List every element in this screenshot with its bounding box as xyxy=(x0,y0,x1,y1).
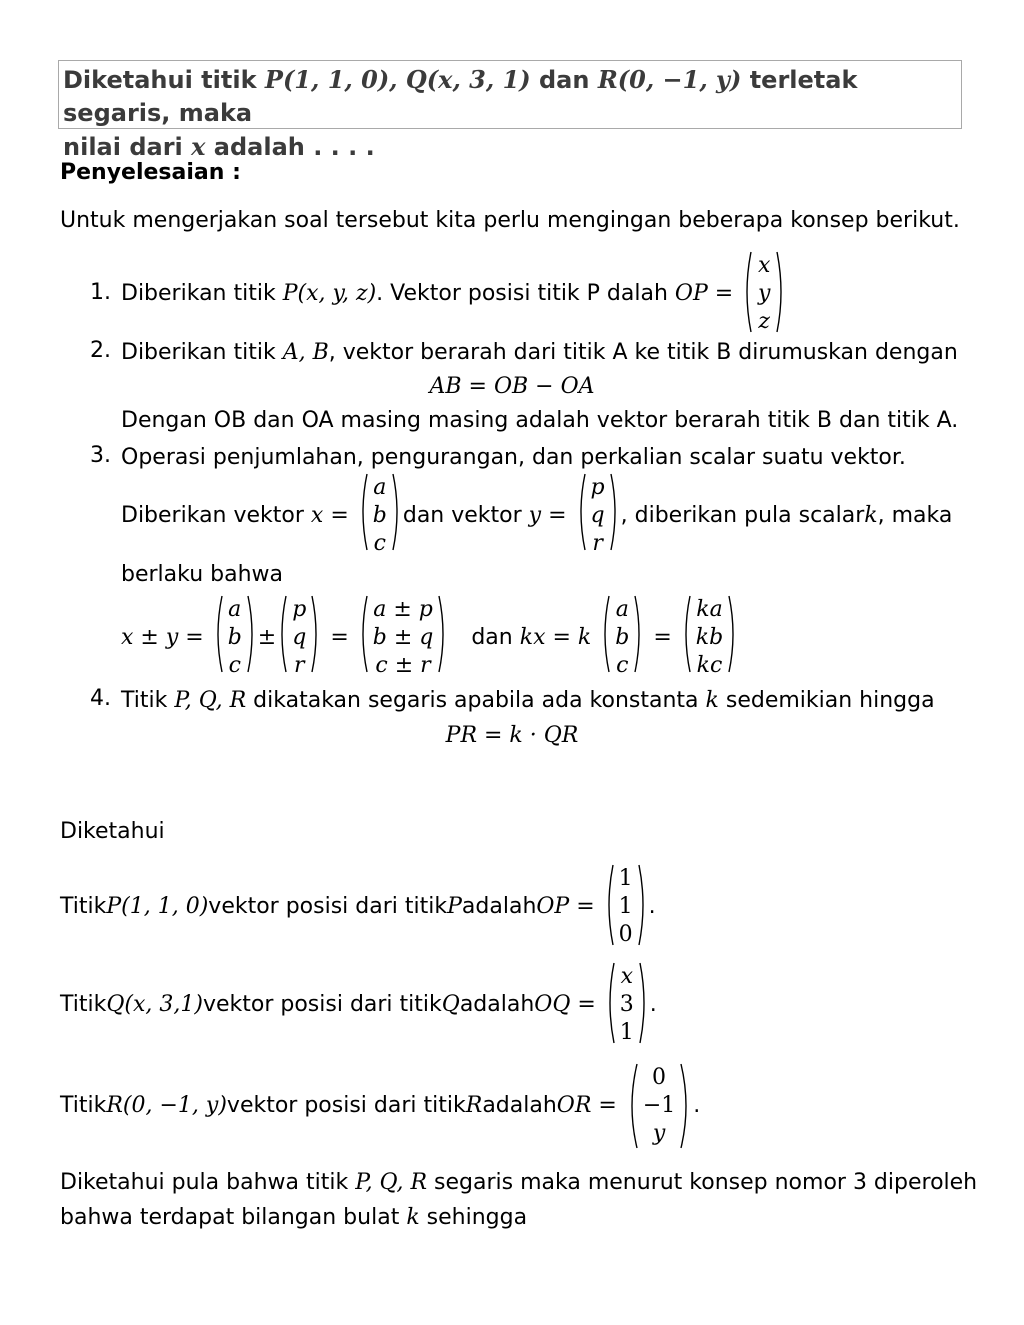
point-p: P(1, 1, 0), xyxy=(264,65,406,94)
column-vector xyxy=(604,961,650,1049)
text: . xyxy=(649,992,657,1017)
left-paren xyxy=(680,594,692,674)
vector-entry: c xyxy=(616,653,629,678)
column-vector xyxy=(741,250,787,338)
vector-entry: ka xyxy=(696,597,723,622)
vector-entry: r xyxy=(294,653,305,678)
vector-entry: q xyxy=(590,503,605,528)
column-vector xyxy=(603,863,649,951)
concept-2 xyxy=(121,338,958,368)
text: adalah xyxy=(461,894,537,919)
left-paren xyxy=(625,1062,639,1150)
vector-entry: y xyxy=(652,1121,666,1146)
right-paren xyxy=(437,594,449,674)
vector-entry: c xyxy=(373,531,386,556)
text: , diberikan pula scalar xyxy=(620,503,865,528)
text: . xyxy=(648,894,656,919)
conclusion-line-1 xyxy=(60,1168,977,1198)
math-point: Q(x, 3,1) xyxy=(106,992,203,1017)
right-paren xyxy=(638,961,650,1045)
left-paren xyxy=(357,472,369,552)
concept-number: 2. xyxy=(90,338,111,363)
text: vektor posisi dari titik xyxy=(226,1093,466,1118)
math-lhs: OR = xyxy=(556,1093,617,1118)
vector-entry: 0 xyxy=(652,1065,667,1090)
problem-text: dan xyxy=(530,66,598,94)
right-paren xyxy=(637,863,649,947)
point-r: R(0, −1, y) xyxy=(597,65,742,94)
text: , vektor berarah dari titik A ke titik B dirumuskan dengan xyxy=(328,340,958,365)
vector-entry: a xyxy=(373,475,387,500)
concept-3-vectors xyxy=(121,474,952,558)
text: sehingga xyxy=(419,1205,528,1230)
text: dikatakan segaris apabila ada konstanta xyxy=(246,688,706,713)
column-vector xyxy=(276,594,322,682)
right-paren xyxy=(609,472,621,552)
concept-3-operations xyxy=(121,596,739,680)
vector-entry: x xyxy=(620,964,633,989)
column-vector xyxy=(575,472,621,560)
problem-text: Diketahui titik xyxy=(63,66,265,94)
vector-entry: −1 xyxy=(642,1093,676,1118)
vector-entry: 1 xyxy=(619,1020,634,1045)
column-vector xyxy=(357,594,450,682)
text: bahwa terdapat bilangan bulat xyxy=(60,1205,407,1230)
math-name: R xyxy=(465,1093,483,1118)
right-paren xyxy=(246,594,258,674)
conclusion-line-2 xyxy=(60,1203,527,1233)
text: Titik xyxy=(60,1093,107,1118)
vector-entry: c ± r xyxy=(375,653,431,678)
vector-entry: b xyxy=(615,625,630,650)
left-paren xyxy=(604,961,616,1045)
vector-entry: kc xyxy=(696,653,723,678)
text: adalah xyxy=(459,992,535,1017)
vector-entry: 1 xyxy=(618,866,633,891)
text: vektor posisi dari titik xyxy=(202,992,442,1017)
text: . xyxy=(693,1093,701,1118)
text: segaris maka menurut konsep nomor 3 diperoleh xyxy=(427,1170,978,1195)
vector-entry: x xyxy=(757,253,771,278)
vector-entry: p xyxy=(292,597,307,622)
text: Diketahui pula bahwa titik xyxy=(60,1170,356,1195)
text: Titik xyxy=(60,894,107,919)
vector-entry: kb xyxy=(695,625,724,650)
concept-2-note: Dengan OB dan OA masing masing adalah vektor berarah titik B dan titik A. xyxy=(121,408,959,433)
vector-entry: q xyxy=(292,625,307,650)
math-lhs: OQ = xyxy=(534,992,596,1017)
text: , maka xyxy=(877,503,953,528)
math-points: A, B xyxy=(282,340,329,365)
variable-k: k xyxy=(864,503,878,528)
vector-entry: b xyxy=(372,503,387,528)
text: sedemikian hingga xyxy=(718,688,935,713)
vector-entry: 0 xyxy=(618,922,633,947)
variable-k: k xyxy=(705,688,719,713)
math-lhs: x = xyxy=(310,503,349,528)
left-paren xyxy=(276,594,288,674)
vector-entry: r xyxy=(592,531,603,556)
math-lhs: OP = xyxy=(674,281,734,306)
right-paren xyxy=(391,472,403,552)
math-name: P xyxy=(447,894,462,919)
known-label: Diketahui xyxy=(60,819,165,844)
math-point: P(x, y, z) xyxy=(282,281,377,306)
right-paren xyxy=(679,1062,693,1150)
operator: ± xyxy=(257,625,277,650)
left-paren xyxy=(599,594,611,674)
left-paren xyxy=(603,863,615,947)
vector-entry: a xyxy=(615,597,629,622)
known-r xyxy=(60,1062,700,1150)
known-p xyxy=(60,864,656,950)
vector-entry: c xyxy=(228,653,241,678)
concept-number: 3. xyxy=(90,443,111,468)
left-paren xyxy=(741,250,753,334)
known-q xyxy=(60,962,657,1048)
left-paren xyxy=(575,472,587,552)
concept-number: 4. xyxy=(90,686,111,711)
concept-number: 1. xyxy=(90,280,111,305)
solution-heading: Penyelesaian : xyxy=(60,160,241,185)
problem-text: terletak segaris, maka xyxy=(63,66,858,127)
formula-collinear: PR = k · QR xyxy=(445,723,579,748)
vector-entry: b ± q xyxy=(372,625,434,650)
formula-ab: AB = OB − OA xyxy=(429,374,595,399)
problem-statement xyxy=(58,60,962,161)
math-lhs: kx = k xyxy=(519,625,592,650)
math-lhs: y = xyxy=(528,503,567,528)
variable-k: k xyxy=(406,1205,420,1230)
problem-text: adalah . . . . xyxy=(205,133,375,161)
math-lhs: x ± y = xyxy=(121,625,204,650)
text: Titik xyxy=(121,688,175,713)
right-paren xyxy=(727,594,739,674)
text: dan vektor xyxy=(402,503,522,528)
math-name: Q xyxy=(441,992,460,1017)
math-points: P, Q, R xyxy=(174,688,247,713)
text: adalah xyxy=(482,1093,557,1118)
operator: = xyxy=(653,625,672,650)
vector-entry: p xyxy=(590,475,605,500)
vector-entry: a xyxy=(228,597,242,622)
text: Diberikan titik xyxy=(121,340,283,365)
text: Titik xyxy=(60,992,107,1017)
column-vector xyxy=(599,594,645,682)
math-point: R(0, −1, y) xyxy=(106,1093,227,1118)
concept-1 xyxy=(121,250,787,338)
vector-entry: z xyxy=(758,309,770,334)
concept-4 xyxy=(121,686,935,716)
column-vector xyxy=(680,594,739,682)
concept-3-title: Operasi penjumlahan, pengurangan, dan perkalian scalar suatu vektor. xyxy=(121,445,906,470)
text: Diberikan vektor xyxy=(121,503,304,528)
problem-text: nilai dari xyxy=(63,133,192,161)
intro-text: Untuk mengerjakan soal tersebut kita perlu mengingan beberapa konsep berikut. xyxy=(60,208,960,233)
text: Diberikan titik xyxy=(121,281,276,306)
column-vector xyxy=(357,472,403,560)
variable-x: x xyxy=(191,132,206,161)
text: . Vektor posisi titik P dalah xyxy=(376,281,668,306)
column-vector xyxy=(212,594,258,682)
vector-entry: 3 xyxy=(619,992,634,1017)
vector-entry: a ± p xyxy=(373,597,433,622)
text: dan xyxy=(471,625,513,650)
concept-3-text: berlaku bahwa xyxy=(121,562,284,587)
right-paren xyxy=(633,594,645,674)
text: vektor posisi dari titik xyxy=(208,894,448,919)
operator: = xyxy=(330,625,349,650)
right-paren xyxy=(775,250,787,334)
vector-entry: b xyxy=(227,625,242,650)
vector-entry: 1 xyxy=(618,894,633,919)
vector-entry: y xyxy=(757,281,771,306)
right-paren xyxy=(310,594,322,674)
left-paren xyxy=(212,594,224,674)
column-vector xyxy=(625,1062,693,1150)
point-q: Q(x, 3, 1) xyxy=(405,65,531,94)
left-paren xyxy=(357,594,369,674)
math-point: P(1, 1, 0) xyxy=(106,894,209,919)
math-lhs: OP = xyxy=(536,894,595,919)
math-points: P, Q, R xyxy=(355,1170,428,1195)
